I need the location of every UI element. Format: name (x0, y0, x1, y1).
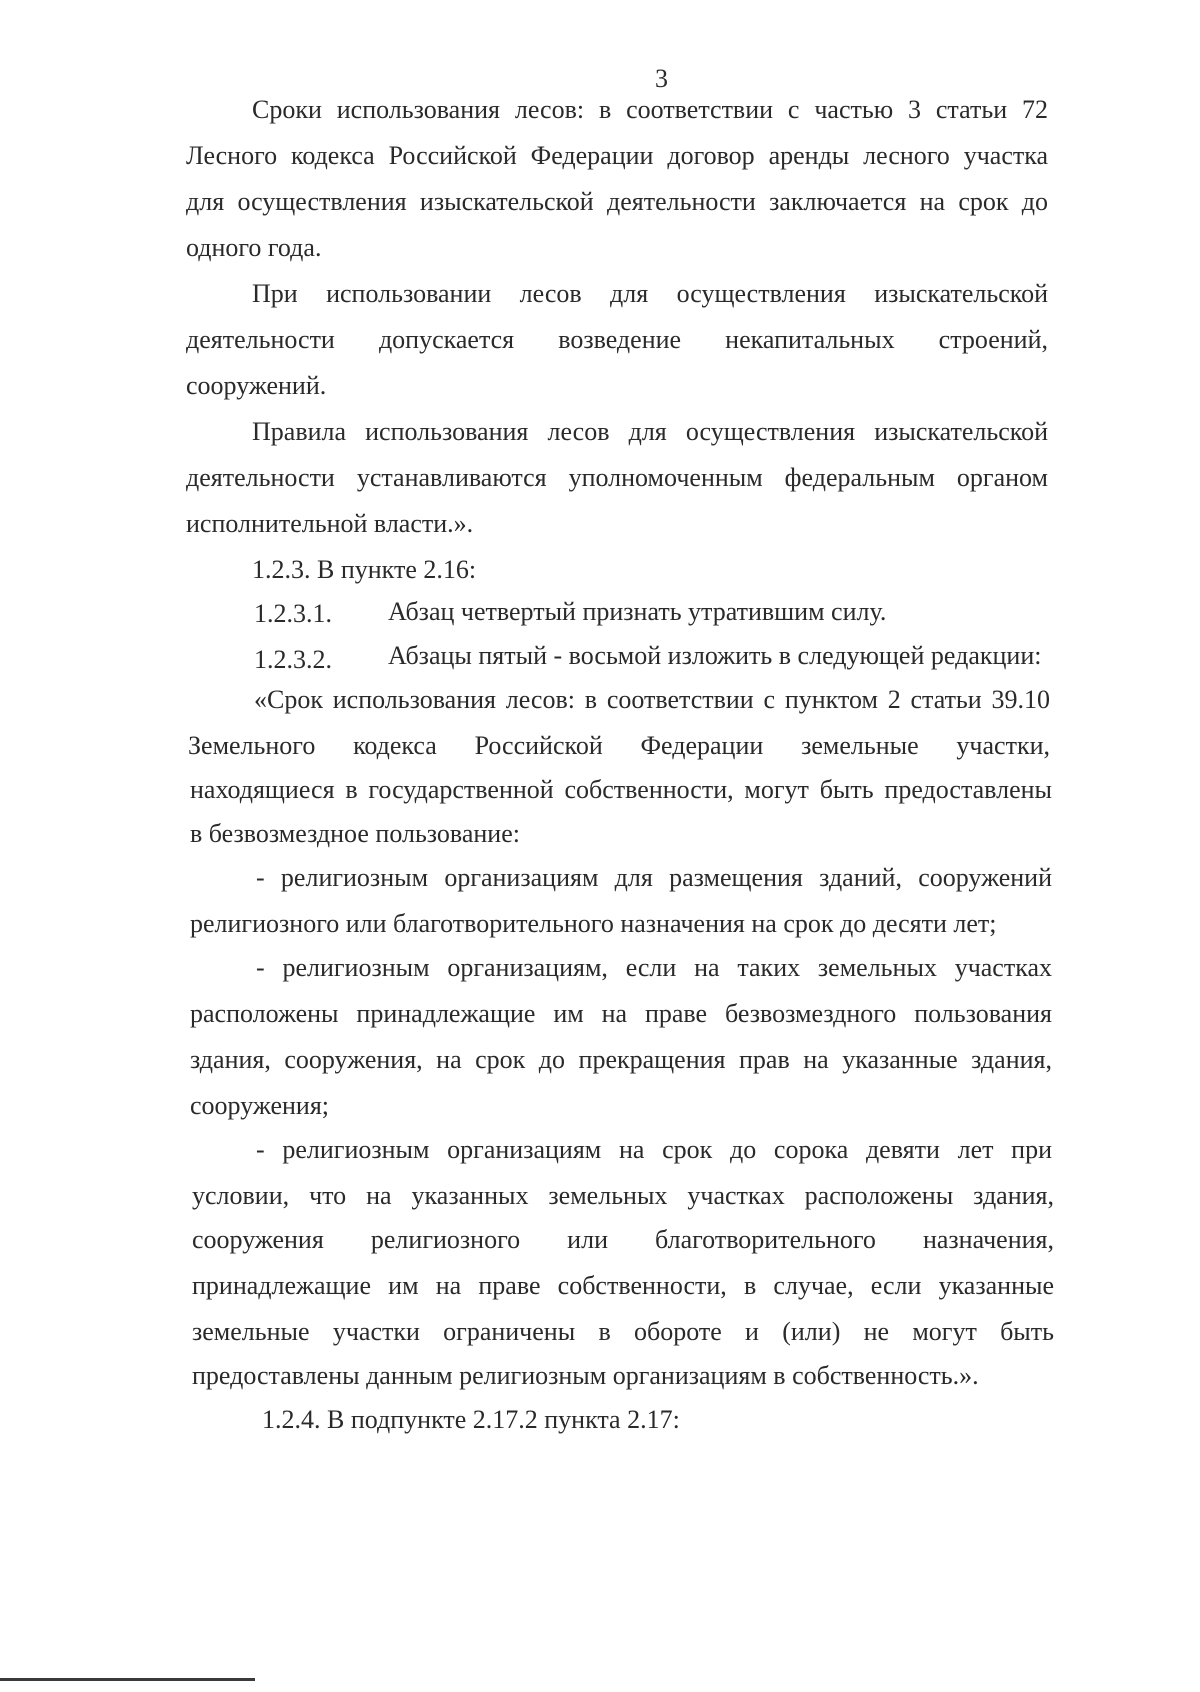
paragraph-line: для осуществления изыскательской деятельности заключается на срок до (186, 187, 1048, 216)
paragraph-line: сооружений. (186, 371, 327, 400)
list-line: - религиозным организациям, если на таких земельных участках (256, 953, 1052, 982)
paragraph-line: Сроки использования лесов: в соответствии с частью 3 статьи 72 (252, 95, 1048, 124)
section-heading: 1.2.3. В пункте 2.16: (252, 555, 477, 584)
paragraph-line: деятельности устанавливаются уполномоченным федеральным органом (186, 463, 1048, 492)
list-line: земельные участки ограничены в обороте и (или) не могут быть (192, 1317, 1054, 1346)
paragraph-line: Абзац четвертый признать утратившим силу. (388, 597, 887, 626)
paragraph-line: деятельности допускается возведение некапитальных строений, (186, 325, 1048, 354)
paragraph-line: Абзацы пятый - восьмой изложить в следующей редакции: (388, 641, 1042, 670)
list-line: религиозного или благотворительного назначения на срок до десяти лет; (190, 909, 997, 938)
item-number: 1.2.3.2. (254, 645, 332, 674)
list-line: принадлежащие им на праве собственности, в случае, если указанные (192, 1271, 1054, 1300)
section-heading: 1.2.4. В подпункте 2.17.2 пункта 2.17: (262, 1405, 680, 1434)
list-line: расположены принадлежащие им на праве безвозмездного пользования (190, 999, 1052, 1028)
list-line: сооружения религиозного или благотворительного назначения, (192, 1225, 1054, 1254)
list-line: - религиозным организациям на срок до сорока девяти лет при (256, 1135, 1052, 1164)
paragraph-line: Земельного кодекса Российской Федерации земельные участки, (188, 731, 1050, 760)
list-line: предоставлены данным религиозным организациям в собственность.». (192, 1361, 979, 1390)
paragraph-line: При использовании лесов для осуществления изыскательской (252, 279, 1048, 308)
footer-rule (0, 1678, 255, 1681)
item-number: 1.2.3.1. (254, 599, 332, 628)
list-line: здания, сооружения, на срок до прекращения прав на указанные здания, (190, 1045, 1052, 1074)
list-line: условии, что на указанных земельных участках расположены здания, (192, 1181, 1054, 1210)
paragraph-line: Лесного кодекса Российской Федерации договор аренды лесного участка (186, 141, 1048, 170)
list-line: - религиозным организациям для размещения зданий, сооружений (256, 863, 1052, 892)
paragraph-line: в безвозмездное пользование: (190, 819, 520, 848)
paragraph-line: находящиеся в государственной собственности, могут быть предоставлены (190, 775, 1052, 804)
paragraph-line: одного года. (186, 233, 322, 262)
list-line: сооружения; (190, 1091, 330, 1120)
page-number: 3 (655, 64, 668, 93)
paragraph-line: «Срок использования лесов: в соответствии с пунктом 2 статьи 39.10 (254, 685, 1050, 714)
paragraph-line: исполнительной власти.». (186, 509, 474, 538)
paragraph-line: Правила использования лесов для осуществления изыскательской (252, 417, 1048, 446)
